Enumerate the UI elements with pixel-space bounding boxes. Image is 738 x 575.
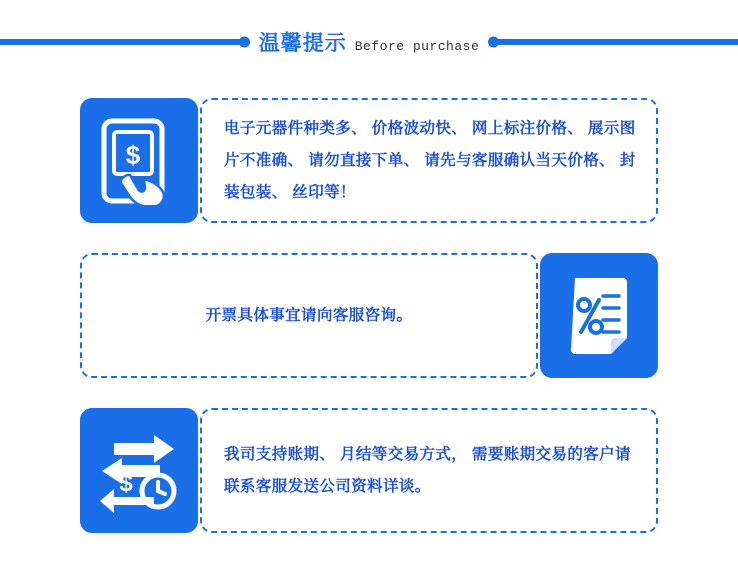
notice-text-1: 电子元器件种类多、 价格波动快、 网上标注价格、 展示图片不准确、 请勿直接下单、 请先与客服确认当天价格、 封装包装、 丝印等！: [224, 119, 636, 201]
mobile-payment-hand-icon-svg: [100, 117, 178, 205]
notice-row-3: [80, 408, 658, 533]
mobile-payment-hand-icon: [80, 98, 198, 223]
invoice-percent-icon: [540, 253, 658, 378]
notice-text-2: 开票具体事宜请向客服咨询。: [205, 306, 413, 324]
payment-term-clock-icon-svg: [96, 429, 182, 513]
header-rule-dot-left: [239, 37, 250, 48]
header-rule-left: [0, 39, 245, 45]
page-title: 温馨提示: [258, 32, 347, 55]
payment-term-clock-icon: [80, 408, 198, 533]
notice-text-box-1: [200, 98, 658, 223]
header-titles: [245, 27, 494, 57]
notice-row-1: [80, 98, 658, 223]
header-rule-right: [493, 39, 738, 45]
header-rule-dot-right: [488, 37, 499, 48]
notice-text-box-3: [200, 408, 658, 533]
header: [0, 24, 738, 60]
invoice-percent-icon-svg: [559, 272, 639, 360]
notice-row-2: [80, 253, 658, 378]
svg-text:$: $: [119, 469, 133, 497]
notice-text-box-2: [80, 253, 538, 378]
page-subtitle: Before purchase: [354, 39, 480, 54]
notice-text-3: 我司支持账期、 月结等交易方式， 需要账期交易的客户请联系客服发送公司资料详谈。: [224, 445, 631, 495]
svg-text:$: $: [125, 139, 141, 170]
